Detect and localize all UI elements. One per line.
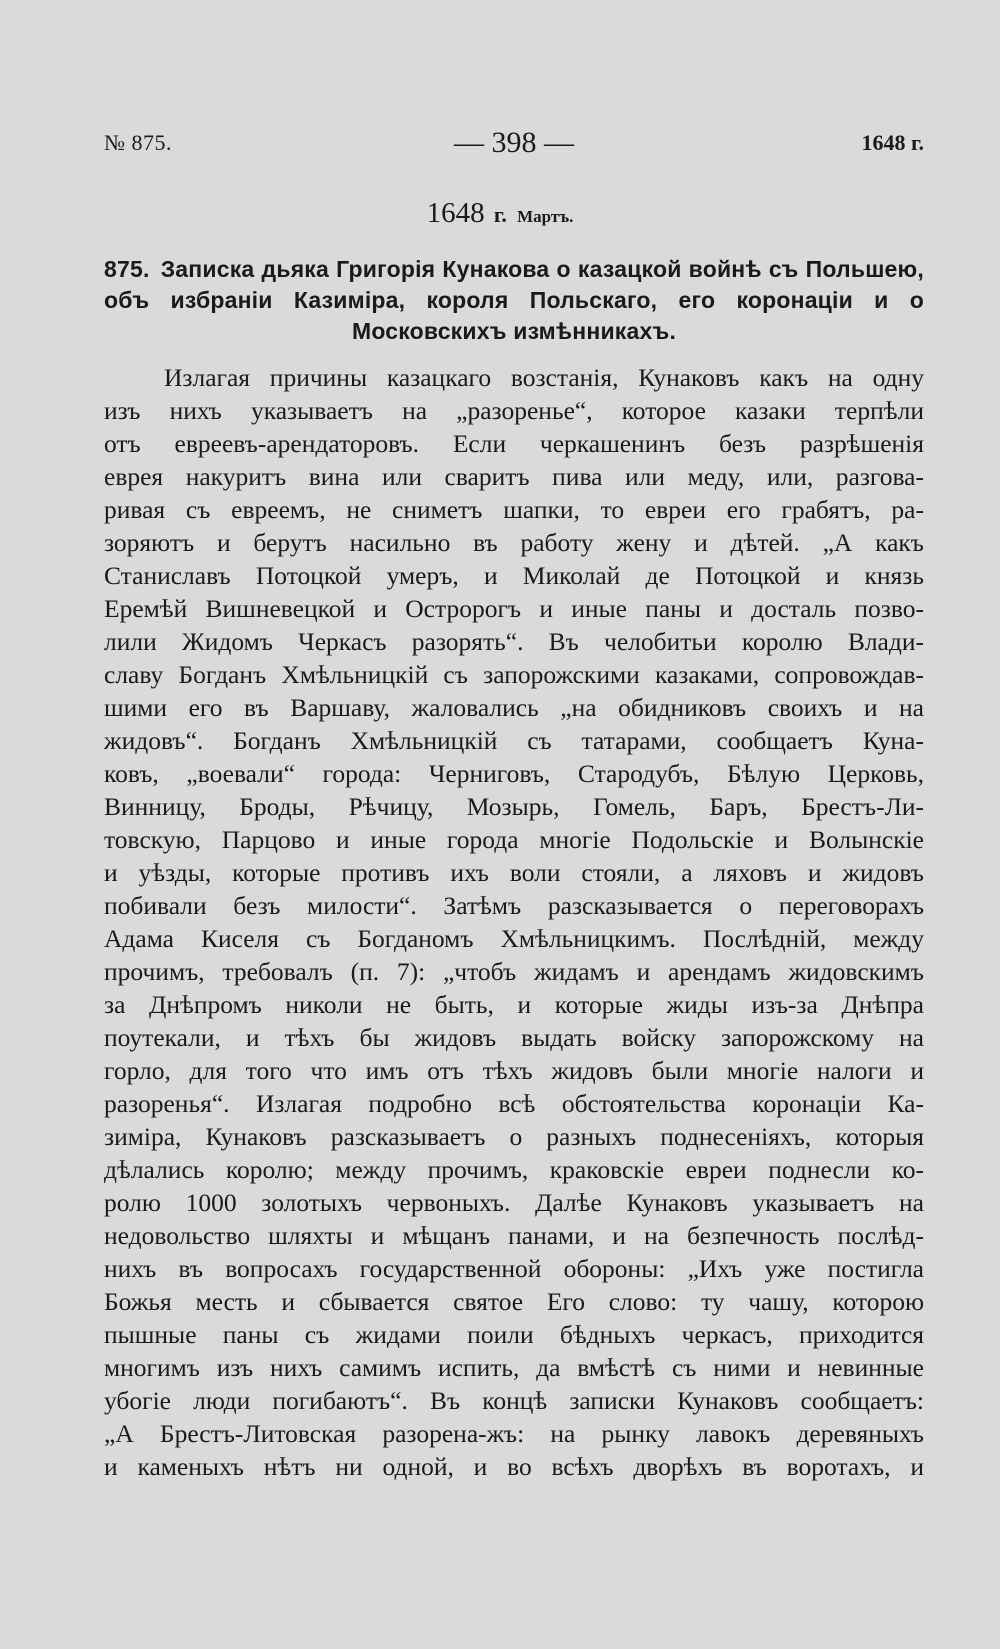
body-line: лили Жидомъ Черкасъ разорять“. Въ челобитьи королю Влади- — [104, 627, 924, 656]
document-title — [104, 254, 924, 347]
body-line: нихъ въ вопросахъ государственной обороны: „Ихъ уже постигла — [104, 1254, 924, 1283]
document-title-text: Записка дьяка Григорія Кунакова о казацкой войнѣ съ Польшею, объ избраніи Казиміра, короля Польскаго, его коронаціи и о Московскихъ измѣнникахъ. — [104, 256, 924, 344]
header-year: 1648 г. — [861, 130, 924, 155]
date-year: 1648 — [426, 197, 485, 229]
page-number: — 398 — — [454, 126, 574, 159]
document-title-number: 875. — [104, 256, 150, 282]
body-line: Излагая причины казацкаго возстанія, Кунаковъ какъ на одну — [164, 363, 924, 392]
body-line: Винницу, Броды, Рѣчицу, Мозырь, Гомель, Баръ, Брестъ-Ли- — [104, 792, 924, 821]
body-line: ковъ, „воевали“ города: Черниговъ, Стародубъ, Бѣлую Церковь, — [104, 759, 924, 788]
body-line: побивали безъ милости“. Затѣмъ разсказывается о переговорахъ — [104, 891, 924, 920]
body-line: изъ нихъ указываетъ на „разоренье“, которое казаки терпѣли — [104, 396, 924, 425]
body-line: пышные паны съ жидами поили бѣдныхъ черкасъ, приходится — [104, 1320, 924, 1349]
body-line: и каменыхъ нѣтъ ни одной, и во всѣхъ дворѣхъ въ воротахъ, и — [104, 1452, 924, 1481]
body-line: многимъ изъ нихъ самимъ испить, да вмѣстѣ съ ними и невинные — [104, 1353, 924, 1382]
body-line: „А Брестъ-Литовская разорена-жъ: на рынку лавокъ деревяныхъ — [104, 1419, 924, 1448]
body-line: разоренья“. Излагая подробно всѣ обстоятельства коронаціи Ка- — [104, 1089, 924, 1118]
body-line: дѣлались королю; между прочимъ, краковскіе евреи поднесли ко- — [104, 1155, 924, 1184]
body-line: недовольство шляхты и мѣщанъ панами, и на безпечность послѣд- — [104, 1221, 924, 1250]
date-heading — [0, 197, 1000, 230]
body-line: товскую, Парцово и иные города многіе Подольскіе и Волынскіе — [104, 825, 924, 854]
date-year-suffix: г. — [493, 202, 507, 227]
body-line: славу Богданъ Хмѣльницкій съ запорожскими казаками, сопровождав- — [104, 660, 924, 689]
page-header — [104, 126, 924, 160]
body-line: еврея накуритъ вина или сваритъ пива или меду, или, разгова- — [104, 462, 924, 491]
body-line: ролю 1000 золотыхъ червоныхъ. Далѣе Кунаковъ указываетъ на — [104, 1188, 924, 1217]
date-month: Мартъ. — [517, 207, 574, 226]
body-line: убогіе люди погибаютъ“. Въ концѣ записки Кунаковъ сообщаетъ: — [104, 1386, 924, 1415]
body-line: поутекали, и тѣхъ бы жидовъ выдать войску запорожскому на — [104, 1023, 924, 1052]
body-line: и уѣзды, которые противъ ихъ воли стояли, а ляховъ и жидовъ — [104, 858, 924, 887]
body-line: зиміра, Кунаковъ разсказываетъ о разныхъ поднесеніяхъ, которыя — [104, 1122, 924, 1151]
body-line: Адама Киселя съ Богданомъ Хмѣльницкимъ. Послѣдній, между — [104, 924, 924, 953]
body-line: прочимъ, требовалъ (п. 7): „чтобъ жидамъ и арендамъ жидовскимъ — [104, 957, 924, 986]
body-line: Станиславъ Потоцкой умеръ, и Миколай де Потоцкой и князь — [104, 561, 924, 590]
body-line: за Днѣпромъ николи не быть, и которые жиды изъ-за Днѣпра — [104, 990, 924, 1019]
body-line: жидовъ“. Богданъ Хмѣльницкій съ татарами, сообщаетъ Куна- — [104, 726, 924, 755]
body-line: Еремѣй Вишневецкой и Остророгъ и иные паны и досталь позво- — [104, 594, 924, 623]
body-line: Божья месть и сбывается святое Его слово: ту чашу, которою — [104, 1287, 924, 1316]
body-text — [104, 361, 924, 1483]
document-number: № 875. — [104, 130, 172, 155]
body-line: горло, для того что имъ отъ тѣхъ жидовъ были многіе налоги и — [104, 1056, 924, 1085]
body-line: зоряютъ и берутъ насильно въ работу жену и дѣтей. „А какъ — [104, 528, 924, 557]
body-line: ривая съ евреемъ, не сниметъ шапки, то евреи его грабятъ, ра- — [104, 495, 924, 524]
body-line: шими его въ Варшаву, жаловались „на обидниковъ своихъ и на — [104, 693, 924, 722]
body-line: отъ евреевъ-арендаторовъ. Если черкашенинъ безъ разрѣшенія — [104, 429, 924, 458]
